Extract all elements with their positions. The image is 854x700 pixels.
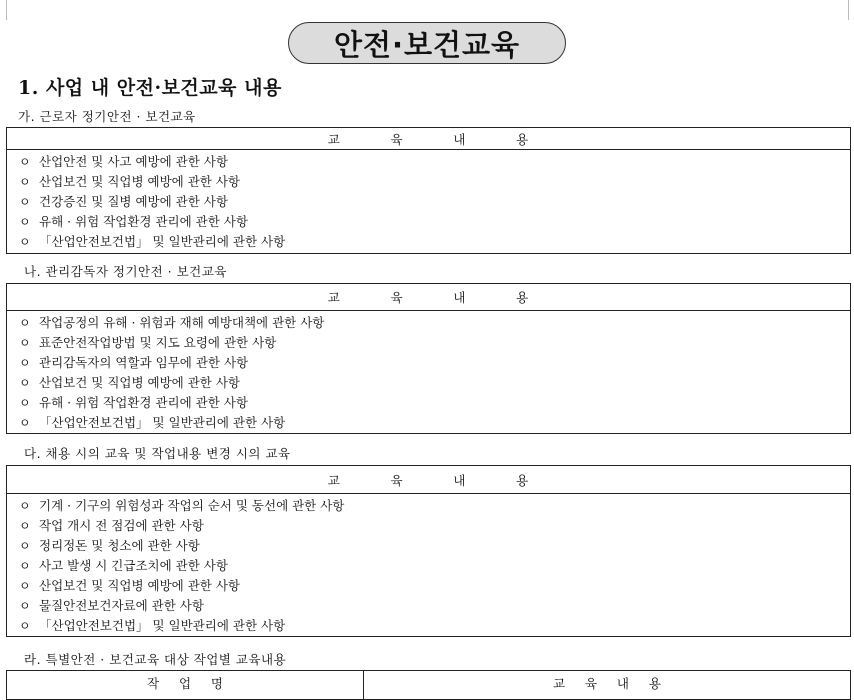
special-education-table bbox=[6, 670, 851, 700]
list-item: ㅇ 산업보건 및 직업병 예방에 관한 사항 bbox=[7, 576, 850, 596]
bullet-icon: ㅇ bbox=[19, 175, 31, 189]
bullet-icon: ㅇ bbox=[19, 356, 31, 370]
list-item: ㅇ 관리감독자의 역할과 임무에 관한 사항 bbox=[7, 353, 850, 373]
list-item: ㅇ 유해 · 위험 작업환경 관리에 관한 사항 bbox=[7, 393, 850, 413]
list-item: ㅇ 기계 · 기구의 위험성과 작업의 순서 및 동선에 관한 사항 bbox=[7, 496, 850, 516]
bullet-icon: ㅇ bbox=[19, 599, 31, 613]
table-header: 교 육 내 용 bbox=[7, 466, 850, 494]
list-item: ㅇ 표준안전작업방법 및 지도 요령에 관한 사항 bbox=[7, 333, 850, 353]
bullet-icon: ㅇ bbox=[19, 396, 31, 410]
education-item-list bbox=[7, 150, 850, 252]
bullet-icon: ㅇ bbox=[19, 559, 31, 573]
section-heading: 1. 사업 내 안전·보건교육 내용 bbox=[18, 77, 282, 99]
education-item-list bbox=[7, 311, 850, 433]
column-header-job: 작 업 명 bbox=[7, 671, 364, 699]
list-item: ㅇ 「산업안전보건법」 및 일반관리에 관한 사항 bbox=[7, 232, 850, 252]
education-item-list bbox=[7, 494, 850, 636]
education-table-da bbox=[6, 465, 851, 637]
bullet-icon: ㅇ bbox=[19, 619, 31, 633]
list-item: ㅇ 산업안전 및 사고 예방에 관한 사항 bbox=[7, 152, 850, 172]
bullet-icon: ㅇ bbox=[19, 195, 31, 209]
education-table-ga bbox=[6, 127, 851, 254]
bullet-icon: ㅇ bbox=[19, 416, 31, 430]
bullet-icon: ㅇ bbox=[19, 499, 31, 513]
list-item: ㅇ 「산업안전보건법」 및 일반관리에 관한 사항 bbox=[7, 616, 850, 636]
subsection-label-ra: 라. 특별안전 · 보건교육 대상 작업별 교육내용 bbox=[24, 652, 287, 667]
bullet-icon: ㅇ bbox=[19, 579, 31, 593]
subsection-label-ga: 가. 근로자 정기안전 · 보건교육 bbox=[18, 109, 196, 124]
column-header-content: 교 육 내 용 bbox=[553, 676, 661, 691]
bullet-icon: ㅇ bbox=[19, 215, 31, 229]
page-corner-mark-right bbox=[848, 0, 849, 20]
document-title: 안전·보건교육 bbox=[333, 27, 521, 62]
page-corner-mark-left bbox=[6, 0, 7, 20]
list-item: ㅇ 작업 개시 전 점검에 관한 사항 bbox=[7, 516, 850, 536]
list-item: ㅇ 정리정돈 및 청소에 관한 사항 bbox=[7, 536, 850, 556]
table-header: 교 육 내 용 bbox=[7, 128, 850, 150]
list-item: ㅇ 산업보건 및 직업병 예방에 관한 사항 bbox=[7, 172, 850, 192]
education-table-na bbox=[6, 283, 851, 434]
bullet-icon: ㅇ bbox=[19, 235, 31, 249]
subsection-label-da: 다. 채용 시의 교육 및 작업내용 변경 시의 교육 bbox=[24, 446, 291, 461]
bullet-icon: ㅇ bbox=[19, 155, 31, 169]
list-item: ㅇ 건강증진 및 질병 예방에 관한 사항 bbox=[7, 192, 850, 212]
list-item: ㅇ 사고 발생 시 긴급조치에 관한 사항 bbox=[7, 556, 850, 576]
subsection-label-na: 나. 관리감독자 정기안전 · 보건교육 bbox=[24, 264, 227, 279]
bullet-icon: ㅇ bbox=[19, 316, 31, 330]
table-header: 교 육 내 용 bbox=[7, 284, 850, 311]
list-item: ㅇ 산업보건 및 직업병 예방에 관한 사항 bbox=[7, 373, 850, 393]
document-title-banner bbox=[288, 22, 566, 64]
list-item: ㅇ 작업공정의 유해 · 위험과 재해 예방대책에 관한 사항 bbox=[7, 313, 850, 333]
bullet-icon: ㅇ bbox=[19, 519, 31, 533]
list-item: ㅇ 물질안전보건자료에 관한 사항 bbox=[7, 596, 850, 616]
list-item: ㅇ 「산업안전보건법」 및 일반관리에 관한 사항 bbox=[7, 413, 850, 433]
bullet-icon: ㅇ bbox=[19, 376, 31, 390]
list-item: ㅇ 유해 · 위험 작업환경 관리에 관한 사항 bbox=[7, 212, 850, 232]
bullet-icon: ㅇ bbox=[19, 336, 31, 350]
bullet-icon: ㅇ bbox=[19, 539, 31, 553]
